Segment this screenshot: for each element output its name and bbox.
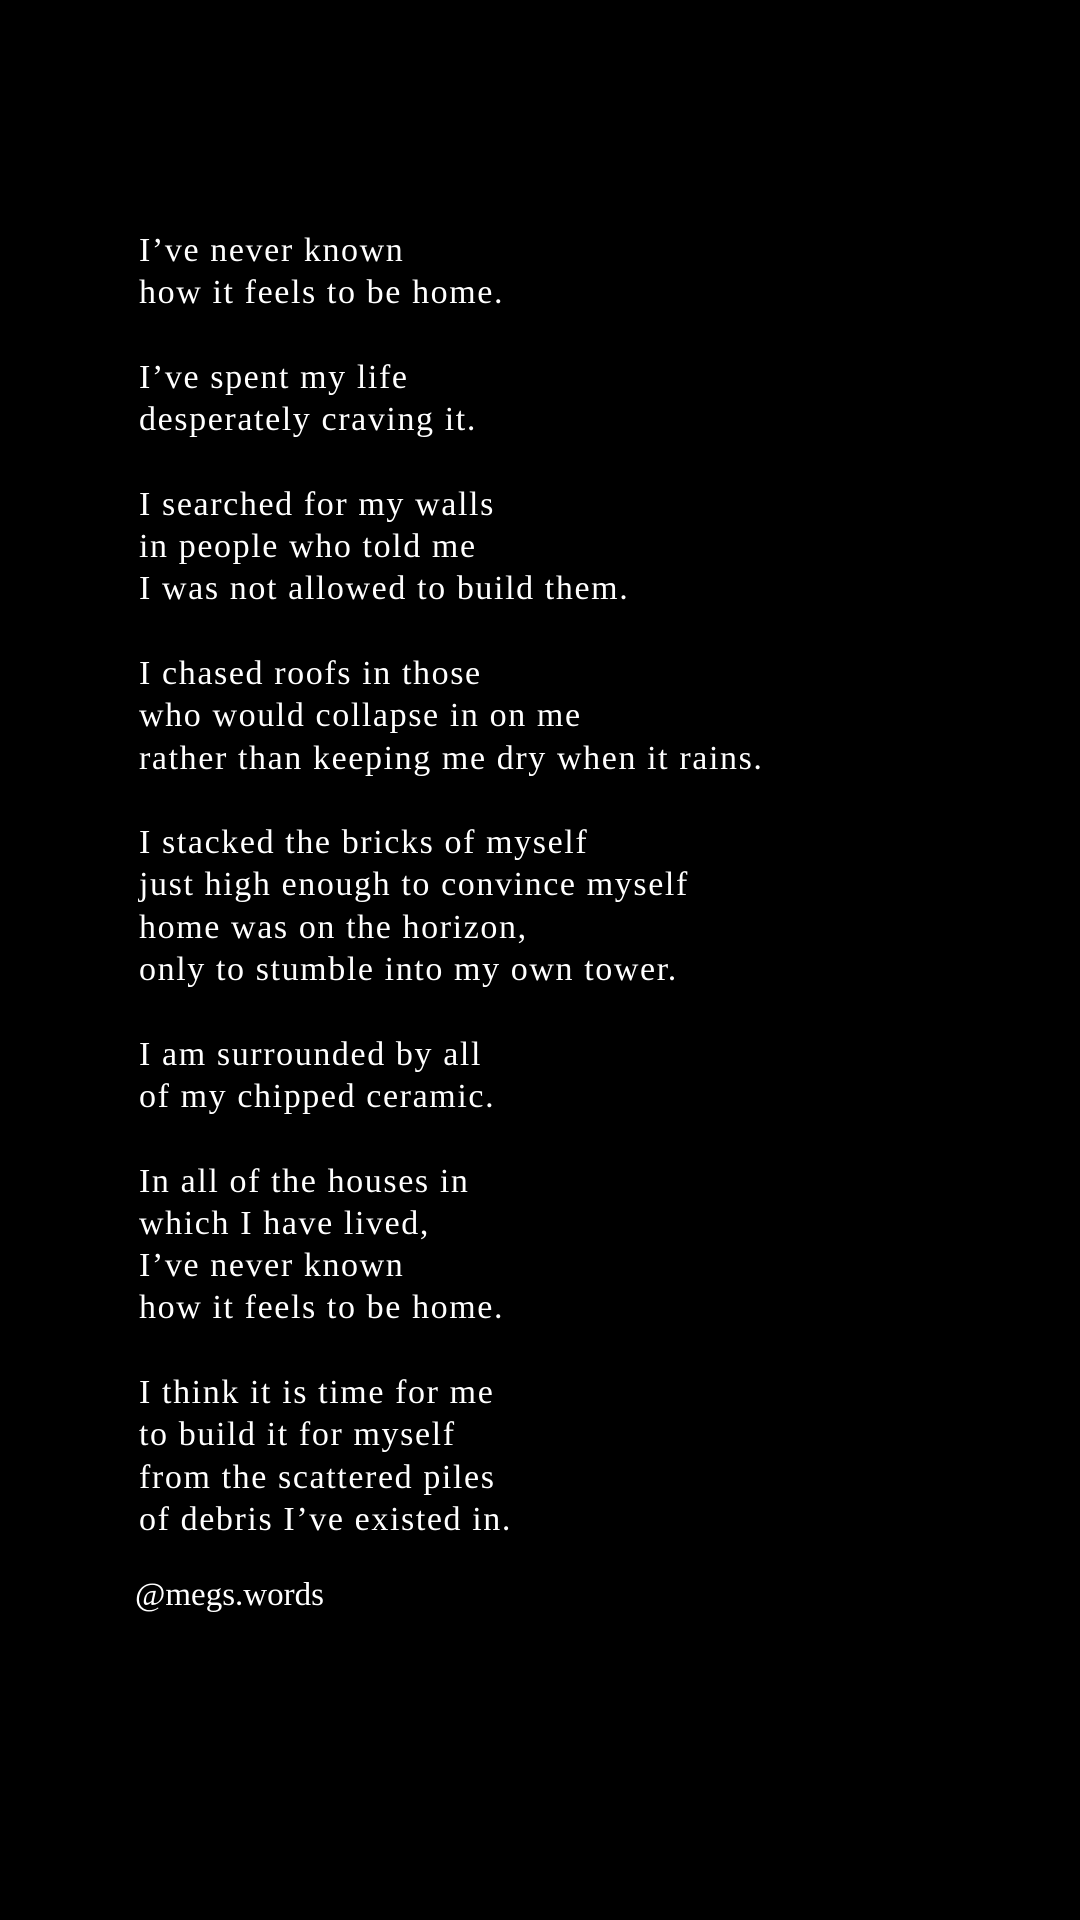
poem-body [139, 230, 1039, 1541]
poem-line: from the scattered piles [139, 1458, 496, 1496]
poem-line: just high enough to convince myself [139, 866, 689, 904]
poem-line: In all of the houses in [139, 1162, 470, 1200]
poem-line: I was not allowed to build them. [139, 570, 630, 608]
poem-line: I think it is time for me [139, 1374, 495, 1412]
poem-line: how it feels to be home. [139, 274, 505, 312]
poem-line: I searched for my walls [139, 485, 495, 523]
poem-stanza [139, 357, 1039, 442]
poem-stanza [139, 1034, 1039, 1119]
poem-line: I’ve never known [139, 1247, 405, 1285]
poem-stanza [139, 653, 1039, 780]
poem-stanza [139, 1161, 1039, 1330]
author-signature: @megs.words [135, 1577, 324, 1613]
poem-line: rather than keeping me dry when it rains. [139, 739, 764, 777]
poem-line: I’ve never known [139, 232, 405, 269]
poem-stanza [139, 822, 1039, 991]
poem-stanza [139, 484, 1039, 611]
poem-line: desperately craving it. [139, 401, 477, 439]
poem-line: who would collapse in on me [139, 697, 582, 735]
poem-line: to build it for myself [139, 1416, 456, 1454]
poem-line: I stacked the bricks of myself [139, 824, 589, 862]
poem-line: only to stumble into my own tower. [139, 951, 678, 989]
poem-line: I am surrounded by all [139, 1035, 483, 1073]
poem-stanza [139, 230, 1039, 315]
poem-line: in people who told me [139, 528, 477, 566]
poem-stanza [139, 1372, 1039, 1541]
poem-line: of my chipped ceramic. [139, 1077, 496, 1115]
poem-line: I’ve spent my life [139, 358, 409, 396]
poem-line: which I have lived, [139, 1204, 430, 1242]
poem-line: I chased roofs in those [139, 654, 482, 692]
poem-line: how it feels to be home. [139, 1289, 505, 1327]
poem-line: of debris I’ve existed in. [139, 1500, 513, 1538]
poem-line: home was on the horizon, [139, 908, 528, 946]
